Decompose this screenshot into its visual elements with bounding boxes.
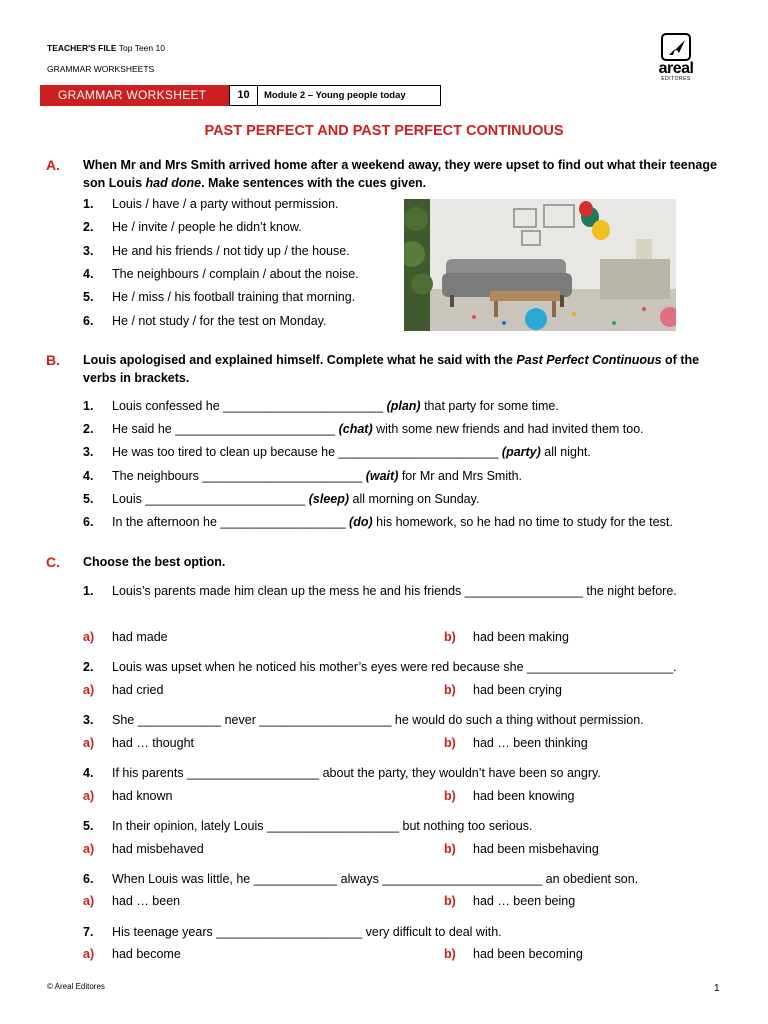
logo-subtext: EDITORES	[661, 76, 691, 82]
c7-option-b[interactable]: b) had been becoming	[444, 947, 583, 961]
page-number: 1	[714, 983, 720, 994]
logo-wordmark: areal	[658, 60, 694, 77]
c4-option-b[interactable]: b) had been knowing	[444, 789, 575, 803]
banner-number: 10	[229, 85, 257, 106]
c-question-6: 6. When Louis was little, he ____________ always _______________________ an obedient son.	[83, 872, 639, 886]
b-item-1: 1. Louis confessed he _______________________ (plan) that party for some time.	[83, 399, 559, 413]
b-item-5: 5. Louis _______________________ (sleep) all morning on Sunday.	[83, 492, 480, 506]
b-item-2: 2. He said he _______________________ (chat) with some new friends and had invited them too.	[83, 422, 644, 436]
c5-option-b[interactable]: b) had been misbehaving	[444, 842, 599, 856]
section-a-instructions: When Mr and Mrs Smith arrived home after a weekend away, they were upset to find out what their teenage son Louis had done. Make sentences with the cues given.	[83, 158, 717, 190]
a-item-6: 6. He / not study / for the test on Monday.	[83, 314, 327, 328]
c6-option-a[interactable]: a) had … been	[83, 894, 181, 908]
c2-option-b[interactable]: b) had been crying	[444, 683, 562, 697]
c2-option-a[interactable]: a) had cried	[83, 683, 164, 697]
c-question-4: 4. If his parents ___________________ about the party, they wouldn’t have been so angry.	[83, 766, 601, 780]
worksheet-banner	[40, 85, 441, 106]
b-item-4: 4. The neighbours _______________________ (wait) for Mr and Mrs Smith.	[83, 469, 522, 483]
c1-option-a[interactable]: a) had made	[83, 630, 168, 644]
b-item-6: 6. In the afternoon he __________________ (do) his homework, so he had no time to study for the test.	[83, 515, 673, 529]
c-question-1: 1. Louis’s parents made him clean up the mess he and his friends _________________ the night before.	[83, 584, 677, 598]
c6-option-b[interactable]: b) had … been being	[444, 894, 576, 908]
banner-module: Module 2 – Young people today	[257, 85, 441, 106]
section-c-letter: C.	[46, 554, 60, 570]
c-question-3: 3. She ____________ never ___________________ he would do such a thing without permission.	[83, 713, 644, 727]
b-item-3: 3. He was too tired to clean up because he _______________________ (party) all night.	[83, 445, 591, 459]
c1-option-b[interactable]: b) had been making	[444, 630, 569, 644]
c-question-5: 5. In their opinion, lately Louis ___________________ but nothing too serious.	[83, 819, 533, 833]
copyright: © Areal Editores	[47, 982, 105, 991]
c3-option-b[interactable]: b) had … been thinking	[444, 736, 588, 750]
messy-room-photo	[404, 199, 676, 331]
section-b-instructions: Louis apologised and explained himself. Complete what he said with the Past Perfect Continuous of the verbs in brackets.	[83, 353, 700, 385]
areal-logo	[646, 33, 706, 83]
banner-label: GRAMMAR WORKSHEET	[40, 85, 229, 106]
a-item-4: 4. The neighbours / complain / about the noise.	[83, 267, 359, 281]
section-c-instructions: Choose the best option.	[83, 555, 226, 569]
c-question-7: 7. His teenage years _____________________ very difficult to deal with.	[83, 925, 502, 939]
c-question-2: 2. Louis was upset when he noticed his mother’s eyes were red because she _____________________.	[83, 660, 677, 674]
c4-option-a[interactable]: a) had known	[83, 789, 173, 803]
c7-option-a[interactable]: a) had become	[83, 947, 181, 961]
page-title: PAST PERFECT AND PAST PERFECT CONTINUOUS	[204, 123, 564, 139]
c5-option-a[interactable]: a) had misbehaved	[83, 842, 204, 856]
c3-option-a[interactable]: a) had … thought	[83, 736, 195, 750]
section-a-letter: A.	[46, 157, 60, 173]
a-item-5: 5. He / miss / his football training that morning.	[83, 290, 356, 304]
a-item-3: 3. He and his friends / not tidy up / the house.	[83, 244, 350, 258]
section-b-letter: B.	[46, 352, 60, 368]
a-item-1: 1. Louis / have / a party without permission.	[83, 197, 339, 211]
areal-logo-icon	[661, 33, 691, 61]
teachers-file-header: TEACHER'S FILE Top Teen 10	[47, 43, 165, 53]
grammar-worksheets-header: GRAMMAR WORKSHEETS	[47, 64, 155, 74]
a-item-2: 2. He / invite / people he didn’t know.	[83, 220, 302, 234]
